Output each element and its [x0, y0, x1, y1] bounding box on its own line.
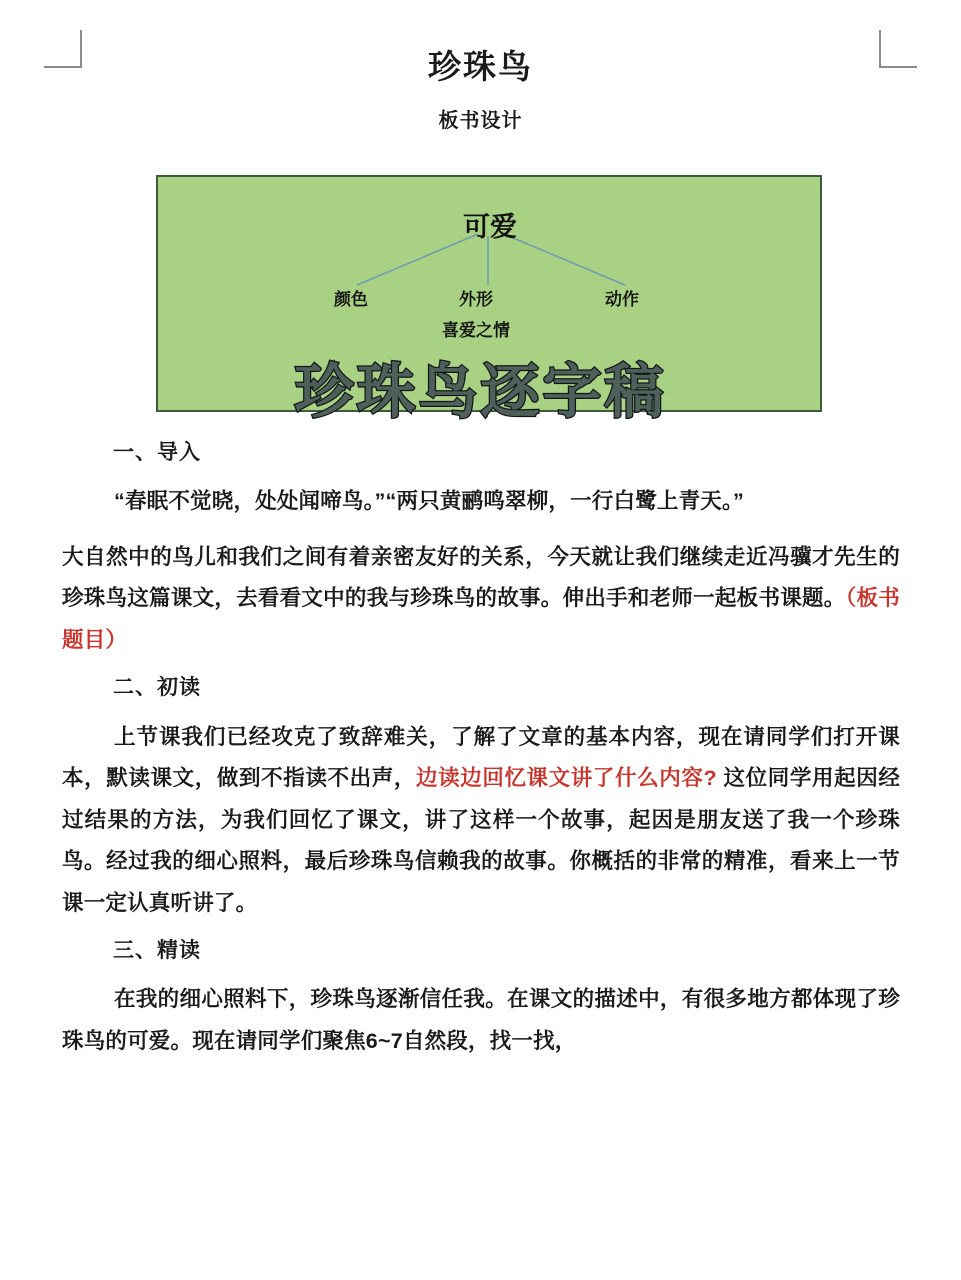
diagram-node-affection: 喜爱之情 — [442, 321, 510, 340]
text-run-highlight: 边读边回忆课文讲了什么内容? — [415, 766, 717, 790]
page-subtitle: 板书设计 — [438, 110, 523, 132]
paragraph — [62, 717, 900, 925]
section-block — [62, 938, 900, 1062]
section-block — [62, 675, 900, 924]
section-heading-2: 二、初读 — [113, 676, 201, 700]
document-body — [62, 440, 900, 1064]
diagram-node-root: 可爱 — [463, 212, 517, 242]
paragraph — [62, 979, 900, 1062]
diagram-node-color: 颜色 — [334, 290, 368, 309]
text-run: 这位同学用起因经过结果的方法，为我们回忆了课文，讲了这样一个故事，起因是朋友送了我一个珍珠鸟。经过我的细心照料，最后珍珠鸟信赖我的故事。你概括的非常的精准，看来上一节课一定认真听讲了。 — [62, 766, 901, 915]
text-run: 在我的细心照料下，珍珠鸟逐渐信任我。在课文的描述中，有很多地方都体现了珍珠鸟的可爱。现在请同学们聚焦6~7自然段，找一找， — [62, 987, 900, 1053]
section-heading-3: 三、精读 — [113, 939, 201, 962]
paragraph — [62, 481, 900, 523]
diagram-node-action: 动作 — [605, 290, 639, 309]
text-run-highlight: （板书题目） — [62, 586, 900, 652]
watermark-text: 珍珠鸟逐字稿 — [294, 359, 667, 425]
text-run: 上节课我们已经攻克了致辞难关，了解了文章的基本内容，现在请同学们打开课本，默读课文，做到不指读不出声， — [62, 724, 900, 790]
section-block — [62, 440, 900, 661]
text-run: 大自然中的鸟儿和我们之间有着亲密友好的关系，今天就让我们继续走近冯骥才先生的珍珠鸟这篇课文，去看看文中的我与珍珠鸟的故事。伸出手和老师一起板书课题。 — [62, 544, 900, 611]
diagram-node-shape: 外形 — [459, 290, 493, 309]
text-run: “春眠不觉晓，处处闻啼鸟。”“两只黄鹂鸣翠柳，一行白鹭上青天。” — [114, 489, 744, 514]
page-title: 珍珠鸟 — [428, 48, 533, 85]
paragraph — [62, 537, 900, 662]
section-heading-1: 一、导入 — [113, 441, 201, 464]
